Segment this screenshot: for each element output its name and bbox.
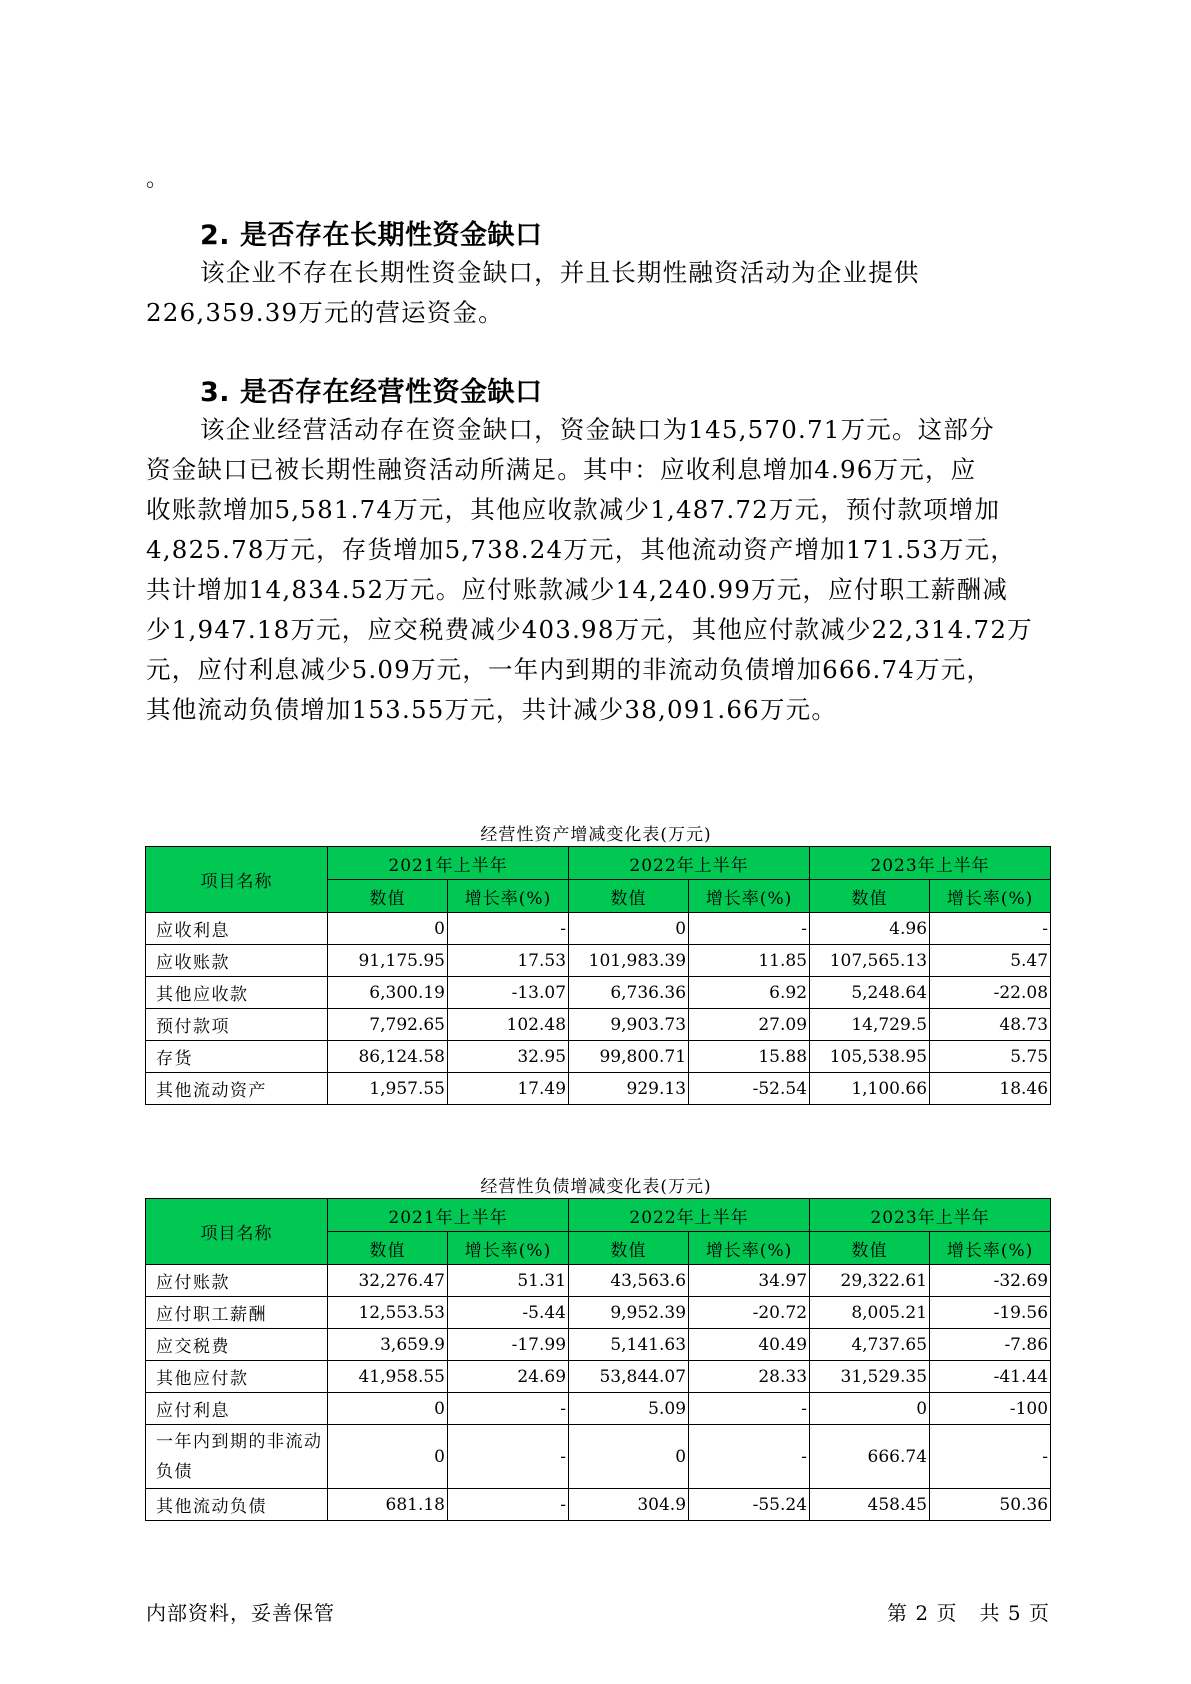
paragraph-operating-gap [146, 410, 1046, 730]
value-cell: 304.9 [569, 1489, 689, 1521]
value-cell: 1,100.66 [810, 1073, 930, 1105]
growth-rate-cell: -7.86 [930, 1329, 1051, 1361]
growth-rate-cell: - [448, 1489, 569, 1521]
growth-rate-cell: 27.09 [689, 1009, 810, 1041]
growth-rate-cell: -5.44 [448, 1297, 569, 1329]
value-cell: 6,736.36 [569, 977, 689, 1009]
value-cell: 101,983.39 [569, 945, 689, 977]
growth-rate-cell: 5.47 [930, 945, 1051, 977]
value-cell: 91,175.95 [328, 945, 448, 977]
value-header: 数值 [328, 1232, 448, 1265]
value-cell: 9,903.73 [569, 1009, 689, 1041]
growth-rate-cell: - [689, 1393, 810, 1425]
growth-rate-cell: - [689, 913, 810, 945]
table-row [146, 1041, 1051, 1073]
value-cell: 0 [810, 1393, 930, 1425]
row-item-name: 其他应收款 [146, 977, 328, 1009]
growth-rate-cell: - [448, 913, 569, 945]
growth-rate-cell: 40.49 [689, 1329, 810, 1361]
value-cell: 0 [328, 1393, 448, 1425]
value-cell: 0 [569, 1425, 689, 1489]
value-cell: 458.45 [810, 1489, 930, 1521]
table-row [146, 977, 1051, 1009]
footer-confidential-note: 内部资料，妥善保管 [146, 1601, 335, 1625]
growth-rate-cell: -13.07 [448, 977, 569, 1009]
growth-rate-cell: 18.46 [930, 1073, 1051, 1105]
table-header-row [146, 1199, 1051, 1232]
assets-table [145, 846, 1051, 1105]
value-cell: 14,729.5 [810, 1009, 930, 1041]
table-caption-liabilities: 经营性负债增减变化表(万元) [480, 1177, 712, 1197]
growth-rate-cell: 17.53 [448, 945, 569, 977]
row-item-name: 其他应付款 [146, 1361, 328, 1393]
period-header: 2022年上半年 [569, 1199, 810, 1232]
value-header: 数值 [569, 880, 689, 913]
growth-rate-cell: -100 [930, 1393, 1051, 1425]
growth-rate-cell: 48.73 [930, 1009, 1051, 1041]
growth-header: 增长率(%) [930, 1232, 1051, 1265]
growth-rate-cell: -22.08 [930, 977, 1051, 1009]
growth-rate-cell: -20.72 [689, 1297, 810, 1329]
value-cell: 4.96 [810, 913, 930, 945]
row-item-name: 预付款项 [146, 1009, 328, 1041]
paragraph-line: 共计增加14,834.52万元。应付账款减少14,240.99万元，应付职工薪酬减 [146, 575, 1009, 604]
growth-rate-cell: -19.56 [930, 1297, 1051, 1329]
table-row [146, 913, 1051, 945]
growth-rate-cell: - [448, 1393, 569, 1425]
growth-rate-cell: -41.44 [930, 1361, 1051, 1393]
period-header: 2023年上半年 [810, 1199, 1051, 1232]
table-row [146, 1265, 1051, 1297]
growth-rate-cell: 28.33 [689, 1361, 810, 1393]
value-cell: 3,659.9 [328, 1329, 448, 1361]
value-cell: 86,124.58 [328, 1041, 448, 1073]
value-cell: 53,844.07 [569, 1361, 689, 1393]
table-row [146, 945, 1051, 977]
growth-rate-cell: 32.95 [448, 1041, 569, 1073]
value-cell: 6,300.19 [328, 977, 448, 1009]
footer-page-number: 第 2 页 共 5 页 [887, 1601, 1050, 1625]
table-row [146, 1009, 1051, 1041]
growth-rate-cell: 51.31 [448, 1265, 569, 1297]
value-cell: 5.09 [569, 1393, 689, 1425]
growth-header: 增长率(%) [930, 880, 1051, 913]
value-cell: 105,538.95 [810, 1041, 930, 1073]
row-item-name: 一年内到期的非流动负债 [146, 1425, 328, 1489]
growth-rate-cell: 11.85 [689, 945, 810, 977]
item-name-header: 项目名称 [146, 847, 328, 913]
value-cell: 929.13 [569, 1073, 689, 1105]
value-cell: 99,800.71 [569, 1041, 689, 1073]
value-cell: 9,952.39 [569, 1297, 689, 1329]
table-header-row [146, 847, 1051, 880]
value-cell: 32,276.47 [328, 1265, 448, 1297]
period-header: 2021年上半年 [328, 847, 569, 880]
value-cell: 681.18 [328, 1489, 448, 1521]
value-cell: 5,248.64 [810, 977, 930, 1009]
growth-rate-cell: 102.48 [448, 1009, 569, 1041]
value-cell: 43,563.6 [569, 1265, 689, 1297]
growth-rate-cell: 6.92 [689, 977, 810, 1009]
table-row [146, 1361, 1051, 1393]
value-cell: 12,553.53 [328, 1297, 448, 1329]
table-row [146, 1297, 1051, 1329]
value-cell: 0 [328, 1425, 448, 1489]
growth-rate-cell: -17.99 [448, 1329, 569, 1361]
row-item-name: 应付利息 [146, 1393, 328, 1425]
value-cell: 31,529.35 [810, 1361, 930, 1393]
row-item-name: 应付账款 [146, 1265, 328, 1297]
row-item-name: 其他流动资产 [146, 1073, 328, 1105]
growth-rate-cell: 15.88 [689, 1041, 810, 1073]
growth-rate-cell: - [689, 1425, 810, 1489]
stray-punctuation: 。 [146, 167, 169, 192]
table-row [146, 1329, 1051, 1361]
table-row [146, 1489, 1051, 1521]
row-item-name: 应交税费 [146, 1329, 328, 1361]
paragraph-line: 元，应付利息减少5.09万元，一年内到期的非流动负债增加666.74万元， [146, 655, 993, 684]
growth-rate-cell: 24.69 [448, 1361, 569, 1393]
growth-rate-cell: - [930, 1425, 1051, 1489]
growth-header: 增长率(%) [689, 880, 810, 913]
paragraph-long-term-gap [146, 253, 1046, 333]
table-row [146, 1393, 1051, 1425]
period-header: 2021年上半年 [328, 1199, 569, 1232]
table-row [146, 1425, 1051, 1489]
section-heading-operating-gap: 3. 是否存在经营性资金缺口 [200, 377, 543, 408]
paragraph-line: 收账款增加5,581.74万元，其他应收款减少1,487.72万元，预付款项增加 [146, 495, 1001, 524]
value-cell: 0 [328, 913, 448, 945]
table-caption-assets: 经营性资产增减变化表(万元) [480, 825, 712, 845]
value-cell: 8,005.21 [810, 1297, 930, 1329]
growth-rate-cell: -52.54 [689, 1073, 810, 1105]
value-cell: 7,792.65 [328, 1009, 448, 1041]
growth-rate-cell: - [930, 913, 1051, 945]
row-item-name: 其他流动负债 [146, 1489, 328, 1521]
value-header: 数值 [328, 880, 448, 913]
value-header: 数值 [810, 880, 930, 913]
row-item-name: 应收利息 [146, 913, 328, 945]
paragraph-line: 226,359.39万元的营运资金。 [146, 298, 504, 327]
row-item-name: 应收账款 [146, 945, 328, 977]
growth-rate-cell: - [448, 1425, 569, 1489]
paragraph-line: 其他流动负债增加153.55万元，共计减少38,091.66万元。 [146, 695, 838, 724]
value-cell: 666.74 [810, 1425, 930, 1489]
growth-rate-cell: 50.36 [930, 1489, 1051, 1521]
value-cell: 4,737.65 [810, 1329, 930, 1361]
section-heading-long-term-gap: 2. 是否存在长期性资金缺口 [200, 220, 543, 251]
growth-rate-cell: 5.75 [930, 1041, 1051, 1073]
growth-rate-cell: 17.49 [448, 1073, 569, 1105]
row-item-name: 应付职工薪酬 [146, 1297, 328, 1329]
growth-rate-cell: -55.24 [689, 1489, 810, 1521]
table-row [146, 1073, 1051, 1105]
value-cell: 1,957.55 [328, 1073, 448, 1105]
value-cell: 29,322.61 [810, 1265, 930, 1297]
paragraph-line: 资金缺口已被长期性融资活动所满足。其中：应收利息增加4.96万元，应 [146, 455, 977, 484]
row-item-name: 存货 [146, 1041, 328, 1073]
paragraph-line: 少1,947.18万元，应交税费减少403.98万元，其他应付款减少22,314.72万 [146, 615, 1033, 644]
value-cell: 41,958.55 [328, 1361, 448, 1393]
item-name-header: 项目名称 [146, 1199, 328, 1265]
growth-header: 增长率(%) [689, 1232, 810, 1265]
value-header: 数值 [810, 1232, 930, 1265]
period-header: 2023年上半年 [810, 847, 1051, 880]
value-cell: 107,565.13 [810, 945, 930, 977]
growth-header: 增长率(%) [448, 1232, 569, 1265]
paragraph-line: 该企业经营活动存在资金缺口，资金缺口为145,570.71万元。这部分 [200, 415, 995, 444]
period-header: 2022年上半年 [569, 847, 810, 880]
growth-header: 增长率(%) [448, 880, 569, 913]
liabilities-table [145, 1198, 1051, 1521]
growth-rate-cell: -32.69 [930, 1265, 1051, 1297]
value-cell: 5,141.63 [569, 1329, 689, 1361]
growth-rate-cell: 34.97 [689, 1265, 810, 1297]
paragraph-line: 4,825.78万元，存货增加5,738.24万元，其他流动资产增加171.53万元， [146, 535, 1017, 564]
value-header: 数值 [569, 1232, 689, 1265]
paragraph-line: 该企业不存在长期性资金缺口，并且长期性融资活动为企业提供 [200, 258, 920, 287]
value-cell: 0 [569, 913, 689, 945]
